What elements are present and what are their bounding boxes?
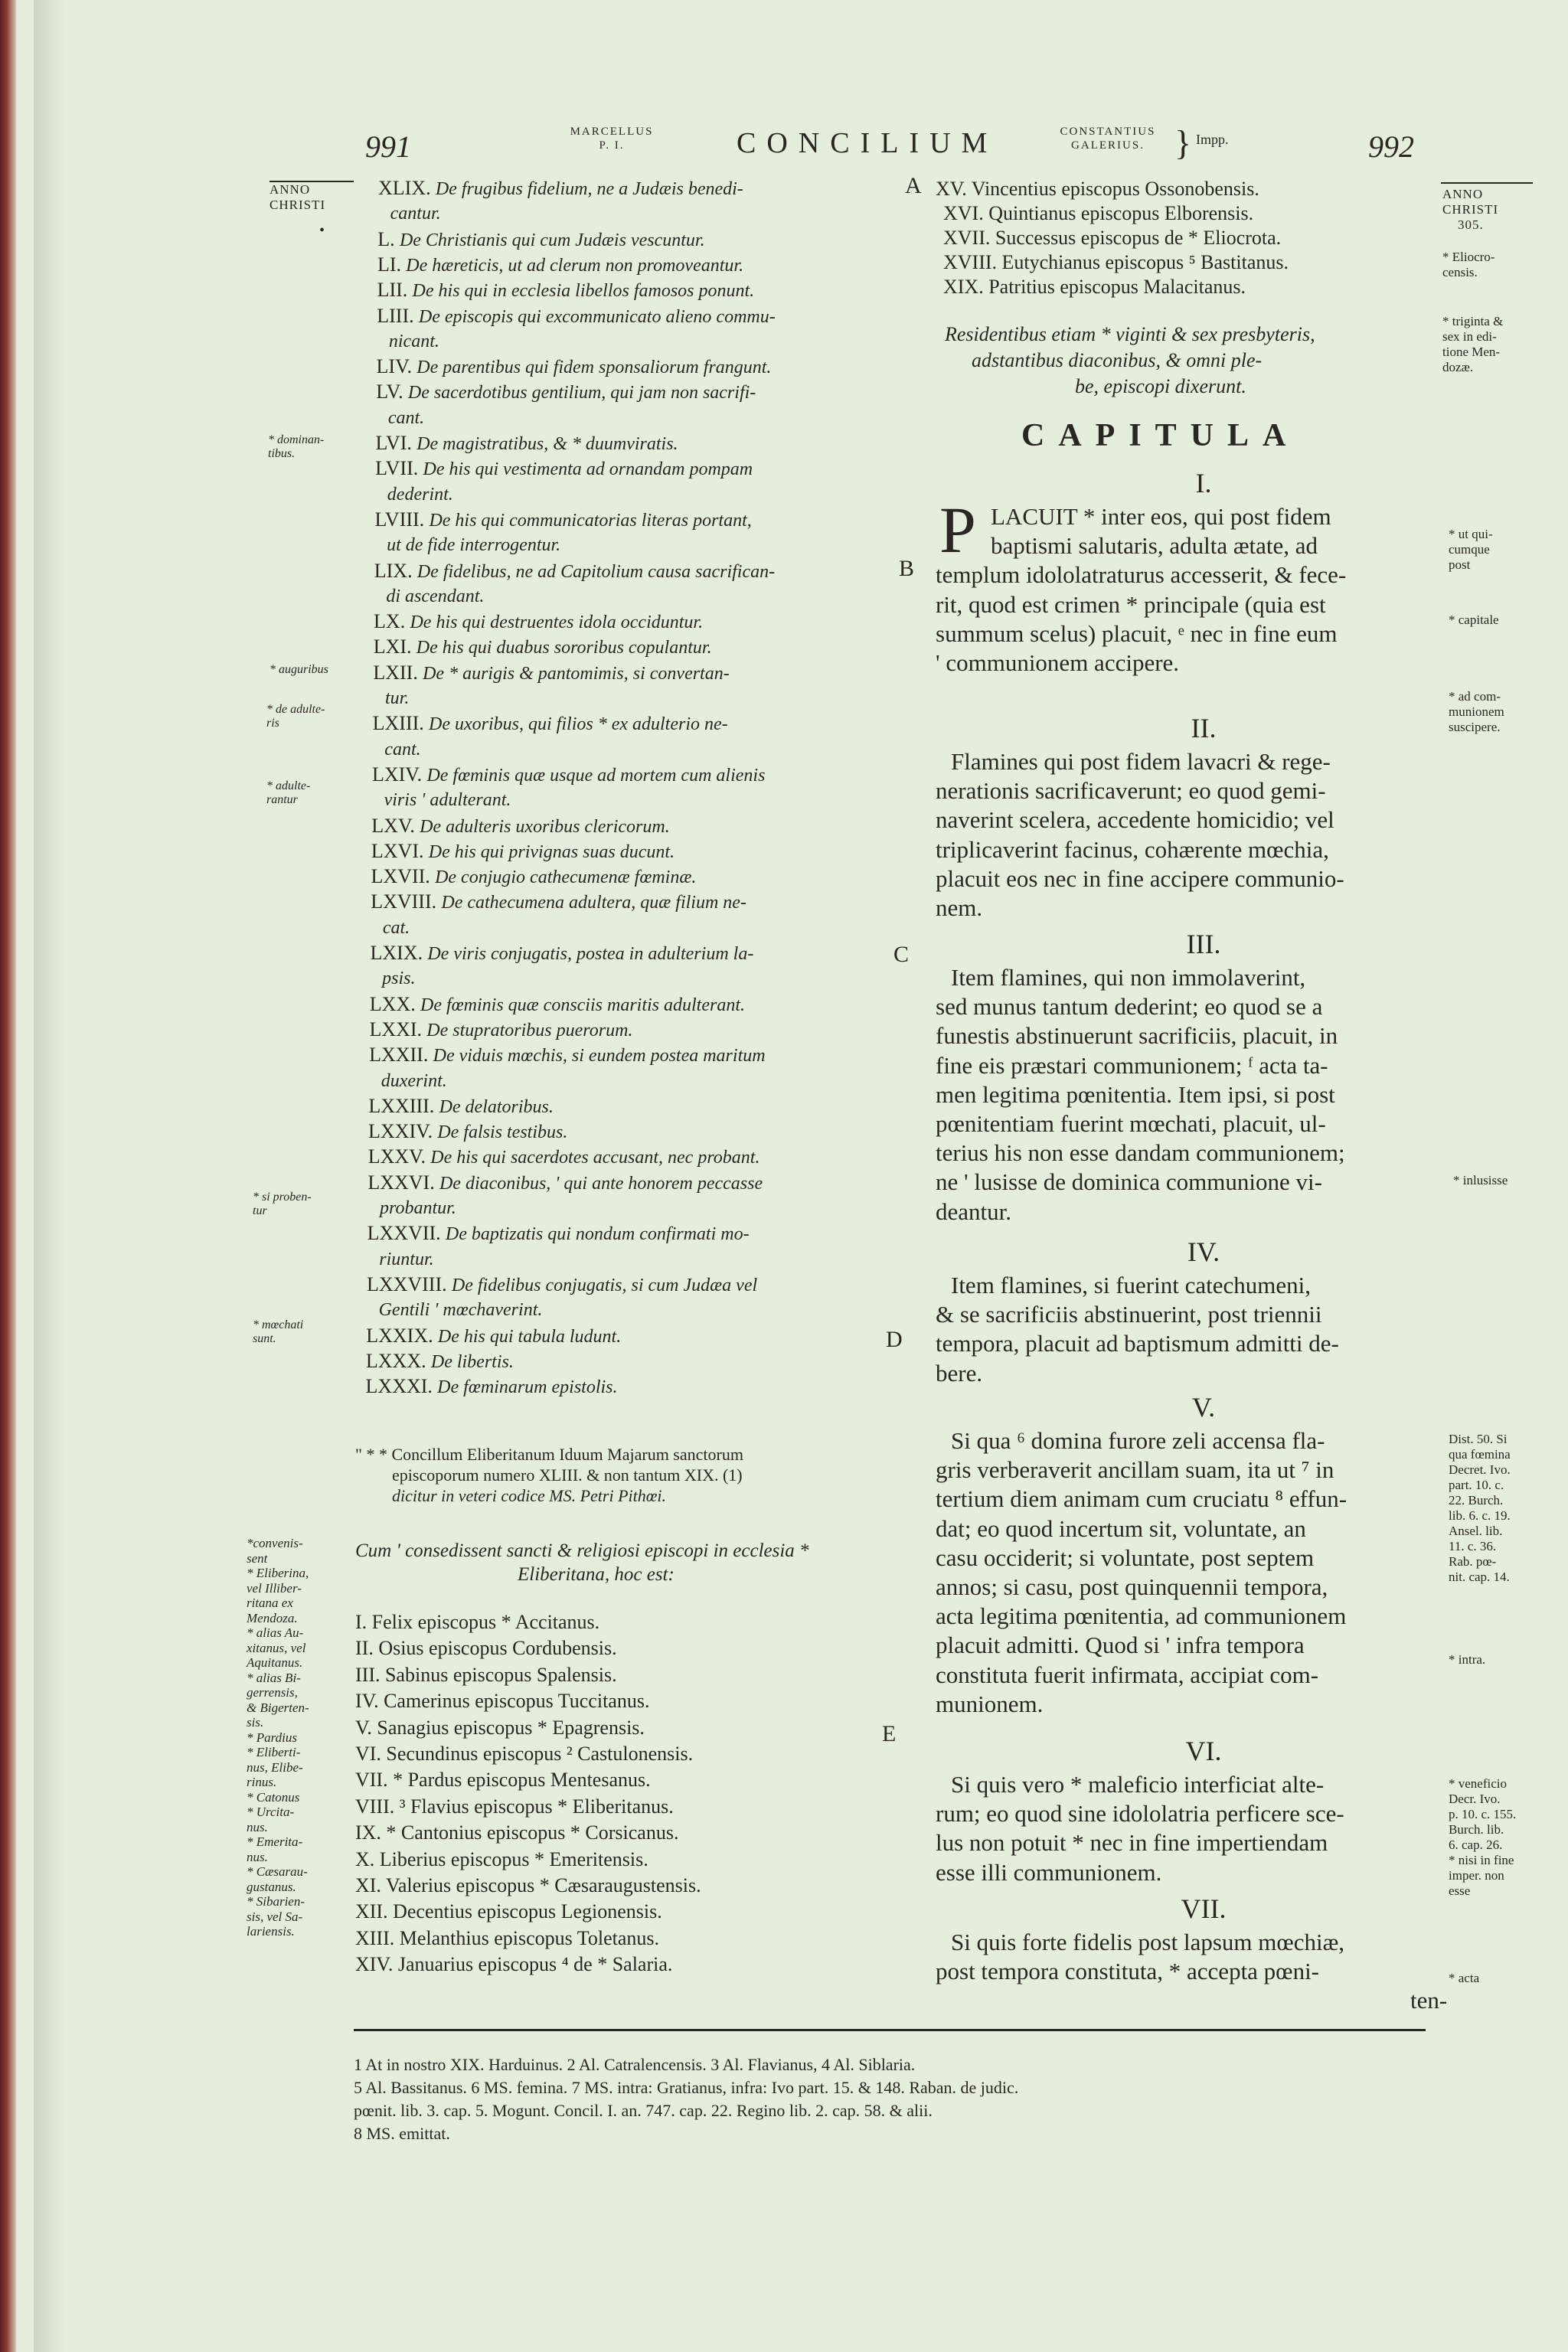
chapter-title-number: LXI. xyxy=(373,635,412,658)
chapter-text-line: templum idololatraturus accesserit, & fece- xyxy=(936,561,1347,589)
chapter-title-number: LXXIV. xyxy=(368,1120,433,1143)
chapter-title-number: LXII. xyxy=(373,661,418,684)
chapter-title-text: probantur. xyxy=(380,1198,456,1218)
chapter-text-line: Item flamines, si fuerint catechumeni, xyxy=(951,1272,1311,1298)
chapter-text-line: summum scelus) placuit, ᵉ nec in fine eum xyxy=(936,619,1338,647)
chapter-title-text: De sacerdotibus gentilium, qui jam non sacrifi- xyxy=(407,383,756,403)
margin-note-adulterantur: * adulte- rantur xyxy=(266,779,311,806)
bishop-row: VI. Secundinus episcopus ² Castulonensis. xyxy=(355,1743,694,1765)
header-left-small xyxy=(562,125,662,152)
chapter-title-text: De hæreticis, ut ad clerum non promoveantur. xyxy=(406,255,744,276)
chapter-number: II. xyxy=(1191,713,1217,743)
chapter-title-number: LXXVII. xyxy=(367,1222,441,1245)
right-note-ut-quicumque: * ut qui- cumque post xyxy=(1449,527,1493,572)
chapter-text-line: baptismi salutaris, adulta ætate, ad xyxy=(991,532,1318,560)
margin-anno-christi-left xyxy=(270,182,325,213)
margin-christi-left: CHRISTI xyxy=(270,198,326,212)
page-number-left: 991 xyxy=(365,129,411,164)
bishop-row: VII. * Pardus episcopus Mentesanus. xyxy=(355,1769,651,1792)
chapter-title-text: dederint. xyxy=(387,484,453,505)
chapter-title-text: De fœminarum epistolis. xyxy=(437,1377,618,1398)
bishop-row: V. Sanagius episcopus * Epagrensis. xyxy=(355,1716,645,1739)
bishop-row: III. Sabinus episcopus Spalensis. xyxy=(355,1663,617,1686)
chapter-text-line: Si quis forte fidelis post lapsum mœchiæ, xyxy=(951,1929,1345,1955)
cum-consedissent xyxy=(355,1539,809,1586)
right-note-veneficio: * veneficio Decr. Ivo. p. 10. c. 155. Burch. lib. 6. cap. 26. * nisi in fine imper. non esse xyxy=(1449,1776,1517,1898)
right-note-ad-communionem: * ad com- munionem suscipere. xyxy=(1449,689,1504,734)
chapter-title-row xyxy=(377,278,755,303)
chapter-title-row xyxy=(379,1247,433,1272)
chapter-text-line: tertium diem animam cum cruciatu ⁸ effun- xyxy=(936,1485,1348,1513)
chapter-title-number: LI. xyxy=(377,253,401,276)
chapter-title-text: cat. xyxy=(382,917,410,938)
chapter-title-text: De * aurigis & pantomimis, si convertan- xyxy=(423,663,730,684)
chapter-text-line: fine eis præstari communionem; ᶠ acta ta- xyxy=(936,1051,1328,1079)
concilium-note-line1: Concillum Eliberitanum Iduum Majarum sanctorum xyxy=(391,1445,743,1464)
chapter-title-row xyxy=(368,1145,760,1170)
chapter-title-number: LIII. xyxy=(377,304,414,327)
chapter-title-text: De parentibus qui fidem sponsaliorum frangunt. xyxy=(416,358,772,378)
chapter-title-text: De episcopis qui excommunicato alieno commu- xyxy=(418,306,776,327)
chapter-title-row xyxy=(374,508,751,533)
margin-dot: • xyxy=(319,222,325,239)
running-title: CONCILIUM xyxy=(737,127,998,159)
chapter-text-line: dat; eo quod incertum sit, voluntate, an xyxy=(936,1514,1306,1542)
chapter-title-row xyxy=(368,1221,750,1246)
chapter-text-line: Flamines qui post fidem lavacri & rege- xyxy=(951,748,1331,775)
chapter-title-text: De fœminis quæ usque ad mortem cum alienis xyxy=(426,765,766,786)
chapter-title-number: XLIX. xyxy=(378,177,431,199)
margin-note-moechati: * mœchati sunt. xyxy=(253,1318,304,1345)
chapter-title-row xyxy=(381,1069,447,1093)
chapter-title-text: viris ' adulterant. xyxy=(384,790,511,811)
bishop-row: VIII. ³ Flavius episcopus * Eliberitanus. xyxy=(355,1795,674,1818)
chapter-title-text: De his qui in ecclesia libellos famosos ponunt. xyxy=(412,281,755,302)
residentibus xyxy=(945,322,1315,400)
chapter-text-line: acta legitima pœnitentia, ad communionem xyxy=(936,1602,1347,1630)
chapter-title-row xyxy=(374,635,712,660)
chapter-title-number: LX. xyxy=(374,610,406,633)
chapter-text-line: & se sacrificiis abstinuerint, post triennii xyxy=(936,1301,1322,1328)
chapter-title-text: De fœminis quæ consciis maritis adulterant. xyxy=(420,995,745,1015)
chapter-number: III. xyxy=(1186,929,1221,959)
chapter-title-text: di ascendant. xyxy=(386,586,485,606)
chapter-title-row xyxy=(366,1374,618,1400)
chapter-title-row xyxy=(377,354,772,380)
margin-note-adulteris: * de adulte- ris xyxy=(266,703,325,730)
chapter-title-row xyxy=(369,1043,765,1068)
header-p-i: P. I. xyxy=(599,139,625,152)
margin-anno-right: ANNO xyxy=(1442,187,1484,201)
chapter-title-text: tur. xyxy=(385,688,410,708)
chapter-title-row xyxy=(373,711,728,737)
chapter-text-line: Item flamines, qui non immolaverint, xyxy=(951,964,1306,991)
margin-year: 305. xyxy=(1458,217,1484,232)
right-note-inlusisse: * inlusisse xyxy=(1453,1173,1508,1187)
drop-cap: P xyxy=(939,493,976,567)
bishop-row: XIV. Januarius episcopus ⁴ de * Salaria. xyxy=(355,1953,673,1976)
chapter-title-text: De adulteris uxoribus clericorum. xyxy=(420,816,670,837)
chapter-number: IV. xyxy=(1187,1236,1220,1267)
chapter-text-line: gris verberaverit ancillam suam, ita ut ⁷ in xyxy=(936,1456,1334,1484)
chapter-title-number: LXIX. xyxy=(370,942,423,964)
bishop-row: XV. Vincentius episcopus Ossonobensis. xyxy=(936,178,1259,200)
chapter-title-row xyxy=(386,584,484,609)
chapter-title-number: LXV. xyxy=(371,814,415,837)
chapter-title-text: De his qui sacerdotes accusant, nec probant. xyxy=(430,1148,760,1168)
header-right-small xyxy=(1043,125,1173,152)
chapter-title-row xyxy=(385,686,409,710)
chapter-title-row xyxy=(376,431,678,456)
chapter-title-number: LXXII. xyxy=(369,1044,429,1067)
chapter-text-line: ne ' lusisse de dominica communione vi- xyxy=(936,1168,1322,1196)
right-note-triginta: * triginta & sex in edi- tione Men- dozæ. xyxy=(1442,314,1504,374)
chapter-text-line: Si qua ⁶ domina furore zeli accensa fla- xyxy=(951,1427,1325,1454)
chapter-title-text: cant. xyxy=(384,739,421,760)
bishop-row: IX. * Cantonius episcopus * Corsicanus. xyxy=(355,1821,679,1844)
section-letter-c: C xyxy=(893,942,910,967)
capitula-heading: CAPITULA xyxy=(1021,418,1300,453)
chapter-title-row xyxy=(388,406,424,430)
chapter-title-text: De his qui vestimenta ad ornandam pompam xyxy=(423,459,753,480)
chapter-title-text: De baptizatis qui nondum confirmati mo- xyxy=(445,1224,750,1245)
chapter-title-number: LXXI. xyxy=(369,1018,423,1040)
residentibus-line2: adstantibus diaconibus, & omni ple- xyxy=(972,349,1263,371)
chapter-title-row xyxy=(379,1298,543,1322)
residentibus-line1: Residentibus etiam * viginti & sex presbyteris, xyxy=(945,323,1315,345)
chapter-title-text: De his qui communicatorias literas portant, xyxy=(429,510,752,531)
bishop-row: II. Osius episcopus Cordubensis. xyxy=(355,1637,617,1660)
chapter-text-line: rum; eo quod sine idololatria perficere sce- xyxy=(936,1800,1344,1828)
chapter-text-line: naverint scelera, accedente homicidio; vel xyxy=(936,806,1334,834)
chapter-title-number: LII. xyxy=(377,279,408,302)
chapter-title-number: LVI. xyxy=(375,432,412,454)
concilium-note-line2: episcoporum numero XLIII. & non tantum XIX. (1) xyxy=(392,1465,743,1485)
chapter-title-number: LXXVI. xyxy=(368,1171,435,1194)
chapter-title-number: LXVI. xyxy=(371,839,424,862)
chapter-title-row xyxy=(377,304,776,329)
chapter-title-row xyxy=(387,482,453,507)
chapter-title-text: De falsis testibus. xyxy=(437,1122,568,1143)
chapter-title-text: De conjugio cathecumenæ fœminæ. xyxy=(435,867,697,888)
margin-note-auguribus: * auguribus xyxy=(270,663,328,676)
chapter-title-text: De frugibus fidelium, ne a Judæis benedi- xyxy=(435,179,743,199)
chapter-title-text: De viduis mœchis, si eundem postea maritum xyxy=(433,1046,766,1067)
right-note-dist-50: Dist. 50. Si qua fœmina Decret. Ivo. part. 10. c. 22. Burch. lib. 6. c. 19. Ansel. lib. 11. c. 36. Rab. pœ- nit. cap. 14. xyxy=(1449,1432,1511,1584)
chapter-title-row xyxy=(377,227,704,253)
chapter-title-text: De his qui privignas suas ducunt. xyxy=(428,841,675,862)
margin-note-probentur: * si proben- tur xyxy=(253,1191,312,1217)
chapter-title-number: LXXVIII. xyxy=(366,1272,447,1295)
bishop-row: XIII. Melanthius episcopus Toletanus. xyxy=(355,1926,660,1949)
header-impp: Impp. xyxy=(1196,132,1229,147)
chapter-title-row xyxy=(371,890,746,915)
margin-note-bishops: *convenis- sent * Eliberina, vel Illiber- ritana ex Mendoza. * alias Au- xitanus, vel Aquitanus. * alias Bi- gerrensis, & Bigerten- sis. * Pardius * Eliberti- nus, Elibe- rinus. * Catonus * Urcita- nus. * Emerita- nus. * Cæsarau- gustanus. * Sibarien- sis, vel Sa- lariensis. xyxy=(247,1536,309,1939)
chapter-title-row xyxy=(369,1018,632,1043)
chapter-title-text: De his qui tabula ludunt. xyxy=(437,1326,622,1347)
chapter-title-text: De viris conjugatis, postea in adulterium la- xyxy=(427,944,754,964)
chapter-text-line: tempora, placuit ad baptismum admitti de- xyxy=(936,1330,1339,1357)
chapter-title-row xyxy=(384,788,511,812)
chapter-title-row xyxy=(382,966,415,991)
chapter-text-line: terius his non esse dandam communionem; xyxy=(936,1139,1345,1167)
chapter-title-number: LXXIX. xyxy=(366,1324,433,1347)
chapter-title-row xyxy=(390,201,441,226)
chapter-title-number: LXXX. xyxy=(365,1349,426,1372)
page-gutter-shadow xyxy=(34,0,64,2352)
chapter-text-line: deantur. xyxy=(936,1197,1011,1225)
chapter-title-number: LVII. xyxy=(375,457,419,480)
chapter-text-line: triplicaverint facinus, cohærente mœchia, xyxy=(936,835,1329,863)
chapter-text-line: rit, quod est crimen * principale (quia est xyxy=(936,590,1326,618)
chapter-title-row xyxy=(378,176,743,201)
chapter-title-text: duxerint. xyxy=(381,1070,447,1091)
chapter-title-number: LXX. xyxy=(369,992,416,1015)
margin-note-dominantibus: * dominan- tibus. xyxy=(268,433,325,460)
chapter-title-row xyxy=(368,1094,554,1119)
chapter-title-number: LXIV. xyxy=(371,763,423,786)
chapter-title-row xyxy=(384,737,420,762)
section-letter-d: D xyxy=(886,1327,903,1352)
chapter-title-text: De delatoribus. xyxy=(439,1096,554,1117)
chapter-title-text: De libertis. xyxy=(430,1351,514,1372)
chapter-title-row xyxy=(370,992,745,1018)
chapter-title-row xyxy=(371,864,697,890)
section-letter-b: B xyxy=(899,556,915,581)
section-letter-e: E xyxy=(882,1721,897,1746)
chapter-title-number: LXIII. xyxy=(372,712,424,735)
footnote-line-3: pœnit. lib. 3. cap. 5. Mogunt. Concil. I. an. 747. cap. 22. Regino lib. 2. cap. 58. & alii. xyxy=(354,2101,933,2120)
chapter-title-text: De his qui destruentes idola occiduntur. xyxy=(410,612,704,633)
chapter-title-text: psis. xyxy=(382,969,416,989)
chapter-title-number: LVIII. xyxy=(374,508,425,531)
chapter-title-text: De diaconibus, ' qui ante honorem peccasse xyxy=(439,1173,763,1194)
chapter-text-line: funestis abstinuerunt sacrificiis, placuit, in xyxy=(936,1022,1338,1050)
chapter-text-line: constituta fuerit infirmata, accipiat com- xyxy=(936,1661,1319,1688)
chapter-title-row xyxy=(367,1272,757,1298)
footnote-line-1: 1 At in nostro XIX. Harduinus. 2 Al. Catralencensis. 3 Al. Flavianus, 4 Al. Siblaria. xyxy=(354,2055,916,2074)
chapter-number: VI. xyxy=(1185,1736,1222,1766)
chapter-title-text: nicant. xyxy=(388,331,439,351)
bishop-row: XII. Decentius episcopus Legionensis. xyxy=(355,1900,662,1923)
footnote-line-2: 5 Al. Bassitanus. 6 MS. femina. 7 MS. intra: Gratianus, infra: Ivo part. 15. & 148. Raban. de judic. xyxy=(354,2078,1019,2097)
bishop-row: IV. Camerinus episcopus Tuccitanus. xyxy=(355,1690,650,1713)
chapter-title-row xyxy=(377,253,743,278)
chapter-title-text: ut de fide interrogentur. xyxy=(387,535,561,556)
concilium-note-mark: " * * xyxy=(355,1445,387,1464)
chapter-title-text: De magistratibus, & * duumviratis. xyxy=(416,434,678,454)
header-galerius: GALERIUS. xyxy=(1071,139,1145,152)
chapter-text-line: nem. xyxy=(936,894,983,921)
chapter-text-line: bere. xyxy=(936,1359,983,1387)
cum-consedissent-line2: Eliberitana, hoc est: xyxy=(518,1564,675,1585)
chapter-title-number: LXVIII. xyxy=(371,890,437,913)
chapter-text-line: casu occiderit; si voluntate, post septem xyxy=(936,1544,1315,1571)
chapter-text-line: post tempora constituta, * accepta pœni- xyxy=(936,1958,1320,1985)
chapter-title-text: De stupratoribus puerorum. xyxy=(426,1020,633,1040)
bishop-row: XVII. Successus episcopus de * Eliocrota. xyxy=(943,227,1282,249)
residentibus-line3: be, episcopi dixerunt. xyxy=(1075,375,1246,397)
chapter-title-row xyxy=(376,380,756,405)
header-constantius: CONSTANTIUS xyxy=(1060,126,1156,138)
chapter-text-line: Si quis vero * maleficio interficiat alte- xyxy=(951,1771,1325,1798)
chapter-text-line: esse illi communionem. xyxy=(936,1858,1162,1886)
chapter-title-text: De fidelibus conjugatis, si cum Judæa vel xyxy=(451,1275,758,1295)
chapter-title-row xyxy=(375,456,753,482)
chapter-text-line: sed munus tantum dederint; eo quod se a xyxy=(936,993,1323,1021)
header-marcellus: MARCELLUS xyxy=(570,126,654,138)
bishop-row: XI. Valerius episcopus * Cæsaraugustensis. xyxy=(355,1874,701,1896)
chapter-title-row xyxy=(374,609,703,635)
chapter-title-row xyxy=(366,1324,621,1349)
chapter-title-row xyxy=(383,916,410,940)
chapter-text-line: ' communionem accipere. xyxy=(936,649,1180,676)
chapter-title-number: LXXV. xyxy=(368,1145,426,1168)
header-brace: } xyxy=(1174,123,1192,162)
bishop-row: XIX. Patritius episcopus Malacitanus. xyxy=(943,276,1246,298)
chapter-title-number: L. xyxy=(377,227,395,250)
chapter-number: V. xyxy=(1191,1392,1216,1423)
right-note-capitale: * capitale xyxy=(1449,612,1499,627)
chapter-title-number: LV. xyxy=(376,381,403,403)
margin-christi-right: CHRISTI xyxy=(1442,202,1499,217)
chapter-title-text: De fidelibus, ne ad Capitolium causa sacrifican- xyxy=(416,561,776,582)
right-note-acta: * acta xyxy=(1449,1971,1480,1985)
concilium-note xyxy=(355,1444,743,1506)
chapter-title-row xyxy=(368,1119,567,1145)
chapter-title-row xyxy=(371,839,675,864)
chapter-title-text: Gentili ' mœchaverint. xyxy=(378,1300,543,1321)
chapter-text-line: LACUIT * inter eos, qui post fidem xyxy=(991,503,1331,530)
chapter-title-number: LIV. xyxy=(376,355,413,378)
page-number-right: 992 xyxy=(1368,129,1414,164)
bishop-row: X. Liberius episcopus * Emeritensis. xyxy=(355,1847,648,1870)
chapter-title-row xyxy=(380,1196,456,1220)
chapter-title-row xyxy=(389,329,439,354)
bishop-row: I. Felix episcopus * Accitanus. xyxy=(355,1611,600,1633)
chapter-text-line: munionem. xyxy=(936,1690,1044,1717)
chapter-text-line: annos; si casu, post quinquennii tempora, xyxy=(936,1573,1328,1600)
chapter-text-line: placuit admitti. Quod si ' infra tempora xyxy=(936,1632,1305,1659)
chapter-title-row xyxy=(374,559,775,584)
chapter-title-text: cant. xyxy=(387,407,425,428)
margin-rule-right xyxy=(1441,182,1533,184)
cum-consedissent-line1: Cum ' consedissent sancti & religiosi episcopi in ecclesia * xyxy=(355,1540,809,1561)
book-page xyxy=(17,0,1568,2352)
book-spine xyxy=(0,0,17,2352)
chapter-text-line: ten- xyxy=(1410,1987,1448,2014)
margin-anno-christi-right xyxy=(1442,187,1498,233)
chapter-title-number: LXXXI. xyxy=(365,1375,433,1398)
chapter-title-row xyxy=(372,763,765,788)
chapter-title-text: cantur. xyxy=(390,204,441,224)
chapter-title-text: De his qui duabus sororibus copulantur. xyxy=(416,638,712,658)
margin-anno-left: ANNO xyxy=(270,182,311,197)
chapter-text-line: lus non potuit * nec in fine impertiendam xyxy=(936,1829,1328,1857)
chapter-title-text: De Christianis qui cum Judæis vescuntur. xyxy=(399,230,705,250)
chapter-number: VII. xyxy=(1181,1893,1227,1924)
chapter-title-text: De cathecumena adultera, quæ filium ne- xyxy=(441,893,746,913)
bishop-row: XVIII. Eutychianus episcopus ⁵ Bastitanus. xyxy=(943,251,1289,273)
chapter-title-text: De uxoribus, qui filios * ex adulterio ne- xyxy=(429,714,728,735)
chapter-text-line: placuit eos nec in fine accipere communio- xyxy=(936,864,1344,892)
chapter-title-row xyxy=(387,533,560,557)
chapter-title-row xyxy=(373,661,729,686)
chapter-title-number: LXXIII. xyxy=(368,1094,435,1117)
concilium-note-line3: dicitur in veteri codice MS. Petri Pithœi. xyxy=(392,1486,667,1505)
section-letter-a: A xyxy=(905,173,922,198)
chapter-text-line: men legitima pœnitentia. Item ipsi, si post xyxy=(936,1080,1335,1108)
chapter-title-row xyxy=(371,814,669,839)
chapter-title-number: LXVII. xyxy=(371,865,430,888)
right-note-intra: * intra. xyxy=(1449,1652,1486,1667)
chapter-title-text: riuntur. xyxy=(379,1249,434,1269)
chapter-text-line: nerationis sacrificaverunt; eo quod gemi- xyxy=(936,777,1326,805)
footnote-rule xyxy=(354,2029,1426,2031)
bishop-row: XVI. Quintianus episcopus Elborensis. xyxy=(943,202,1254,224)
chapter-text-line: pœnitentiam fuerint mœchati, placuit, ul- xyxy=(936,1110,1326,1137)
right-note-eliocrocensis: * Eliocro- censis. xyxy=(1442,250,1495,279)
chapter-title-number: LIX. xyxy=(374,559,413,582)
chapter-title-row xyxy=(371,941,754,966)
footnote-line-4: 8 MS. emittat. xyxy=(354,2124,450,2143)
chapter-title-row xyxy=(368,1171,763,1196)
margin-rule-left xyxy=(270,181,354,182)
chapter-number: I. xyxy=(1195,468,1212,498)
chapter-title-row xyxy=(366,1349,514,1374)
